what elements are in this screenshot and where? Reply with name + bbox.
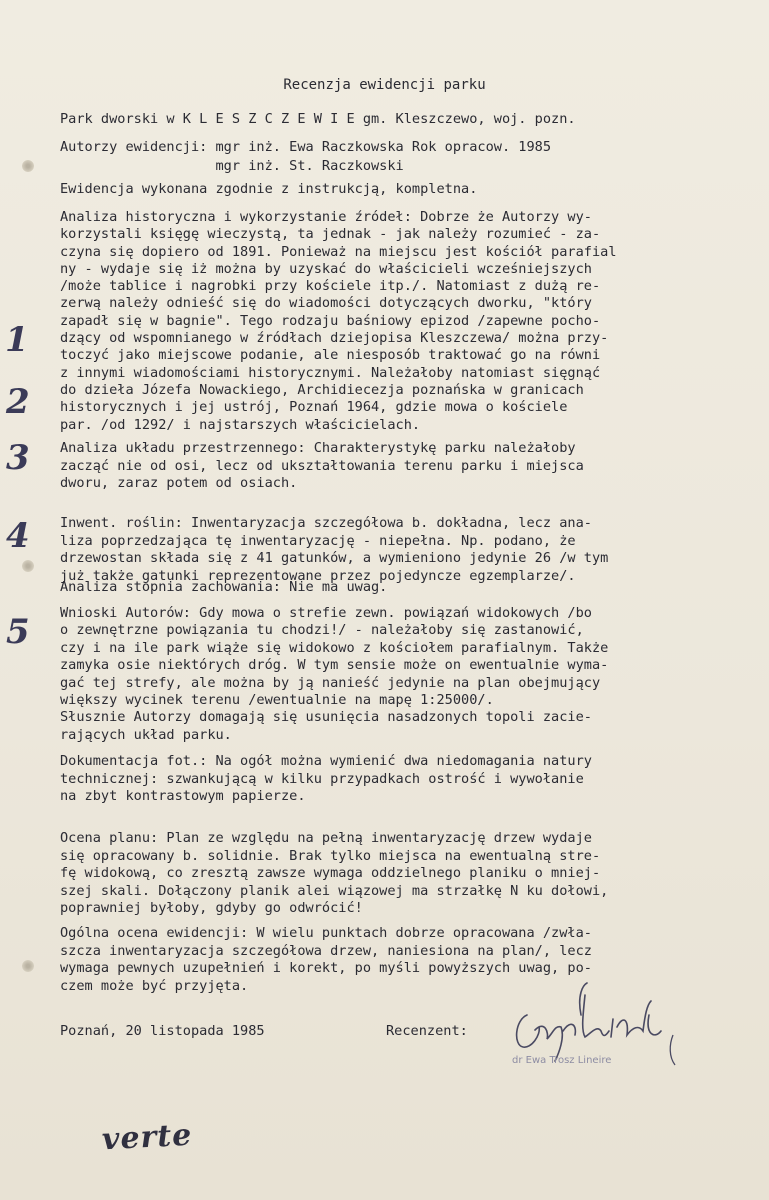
conclusions-line: Wnioski Autorów: Gdy mowa o strefie zewn. powiązań widokowych /bo (60, 605, 592, 621)
spatial-line: dworu, zaraz potem od osiach. (60, 475, 298, 491)
section-historical-analysis (60, 209, 617, 434)
section-photo-documentation (60, 753, 592, 806)
plant-line: drzewostan składa się z 41 gatunków, a wymieniono jedynie 26 /w tym (60, 550, 609, 566)
margin-number-3: 3 (6, 438, 30, 478)
plan-line: fę widokową, co zresztą zawsze wymaga oddzielnego planiku o mniej- (60, 865, 601, 881)
margin-number-5: 5 (6, 612, 30, 652)
historical-line: zapadł się w bagnie". Tego rodzaju baśniowy epizod /zapewne pocho- (60, 312, 601, 329)
conclusions-line: gać tej strefy, ale można by ją nanieść jedynie na plan obejmujący (60, 674, 601, 691)
header-line-authors: Autorzy ewidencji: mgr inż. Ewa Raczkowska Rok opracow. 1985 (60, 139, 552, 155)
conclusions-line: Słusznie Autorzy domagają się usunięcia nasadzonych topoli zacie- (60, 709, 592, 726)
historical-line: do dzieła Józefa Nowackiego, Archidiecezja poznańska w granicach (60, 381, 584, 398)
margin-number-4: 4 (6, 516, 30, 556)
margin-number-1: 1 (5, 320, 29, 360)
conclusions-line: zamyka osie niektórych dróg. W tym sensie może on ewentualnie wyma- (60, 657, 609, 674)
punch-holes (22, 40, 36, 1180)
historical-line: par. /od 1292/ i najstarszych właścicielach. (60, 416, 421, 433)
overall-line: czem może być przyjęta. (60, 977, 249, 994)
section-plan-assessment (60, 830, 608, 918)
overall-line: Ogólna ocena ewidencji: W wielu punktach dobrze opracowana /zwła- (60, 925, 592, 941)
section-spatial-analysis (60, 440, 584, 493)
photo-line: technicznej: szwankującą w kilku przypadkach ostrość i wywołanie (60, 770, 584, 787)
reviewer-stamp: dr Ewa Trosz Lineire (512, 1055, 612, 1066)
conclusions-line: o zewnętrzne powiązania tu chodzi!/ - należałoby się zastanowić, (60, 622, 584, 639)
photo-line: na zbyt kontrastowym papierze. (60, 788, 306, 804)
intro-line: Ewidencja wykonana zgodnie z instrukcją, kompletna. (60, 181, 478, 197)
historical-line: czyna się dopiero od 1891. Ponieważ na miejscu jest kościół parafial (60, 243, 617, 260)
plan-line: Ocena planu: Plan ze względu na pełną inwentaryzację drzew wydaje (60, 830, 592, 846)
historical-line: toczyć jako miejscowe podanie, ale niesposób traktować go na równi (60, 347, 601, 364)
overall-line: szcza inwentaryzacja szczegółowa drzew, naniesiona na plan/, lecz (60, 942, 592, 959)
header-block (60, 110, 576, 176)
footer-place-date: Poznań, 20 listopada 1985 (60, 1023, 265, 1039)
historical-line: historycznych i jej ustrój, Poznań 1964, gdzie mowa o kościele (60, 399, 568, 416)
conclusions-line: czy i na ile park wiąże się widokowo z kościołem parafialnym. Także (60, 639, 609, 656)
plan-line: poprawniej byłoby, gdyby go odwrócić! (60, 900, 363, 916)
section-preservation (60, 578, 387, 597)
overall-line: wymaga pewnych uzupełnień i korekt, po myśli powyższych uwag, po- (60, 960, 592, 976)
historical-line: z innymi wiadomościami historycznymi. Należałoby natomiast sięgnąć (60, 364, 601, 381)
historical-line: Analiza historyczna i wykorzystanie źródeł: Dobrze że Autorzy wy- (60, 209, 592, 225)
spatial-line: Analiza układu przestrzennego: Charakterystykę parku należałoby (60, 440, 576, 456)
verte-note: verte (101, 1117, 194, 1158)
historical-line: zerwą należy odnieść się do wiadomości dotyczących dworku, "który (60, 295, 592, 312)
historical-line: ny - wydaje się iż można by uzyskać do właścicieli wcześniejszych (60, 260, 592, 277)
conclusions-line: rających układ parku. (60, 726, 232, 743)
plant-line: Inwent. roślin: Inwentaryzacja szczegółowa b. dokładna, lecz ana- (60, 515, 592, 531)
historical-line: korzystali księgę wieczystą, ta jednak - jak należy rozumieć - za- (60, 226, 601, 243)
document-title: Recenzja ewidencji parku (283, 77, 486, 93)
photo-line: Dokumentacja fot.: Na ogół można wymienić dwa niedomagania natury (60, 753, 592, 769)
header-line-coauthor: mgr inż. St. Raczkowski (60, 158, 404, 174)
historical-line: dzący od wspomnianego w źródłach dziejopisa Kleszczewa/ można przy- (60, 330, 609, 347)
plant-line: liza poprzedzająca tę inwentaryzację - niepełna. Np. podano, że (60, 532, 576, 549)
header-line-park: Park dworski w K L E S Z C Z E W I E gm. Kleszczewo, woj. pozn. (60, 111, 576, 127)
section-intro (60, 180, 477, 199)
plan-line: się opracowany b. solidnie. Brak tylko miejsca na ewentualną stre- (60, 847, 601, 864)
section-plant-inventory (60, 515, 608, 585)
conclusions-line: większy wycinek terenu /ewentualnie na mapę 1:25000/. (60, 691, 494, 708)
footer-reviewer-label: Recenzent: (386, 1023, 468, 1039)
section-conclusions (60, 605, 608, 744)
plant-line: już także gatunki reprezentowane przez pojedyncze egzemplarze/. (60, 567, 576, 584)
historical-line: /może tablice i nagrobki przy kościele itp./. Natomiast z dużą re- (60, 278, 601, 295)
plan-line: szej skali. Dołączony planik alei wiązowej ma strzałkę N ku dołowi, (60, 882, 609, 899)
preservation-line: Analiza stopnia zachowania: Nie ma uwag. (60, 579, 388, 595)
margin-number-2: 2 (6, 382, 30, 422)
spatial-line: zacząć nie od osi, lecz od ukształtowania terenu parku i miejsca (60, 457, 584, 474)
